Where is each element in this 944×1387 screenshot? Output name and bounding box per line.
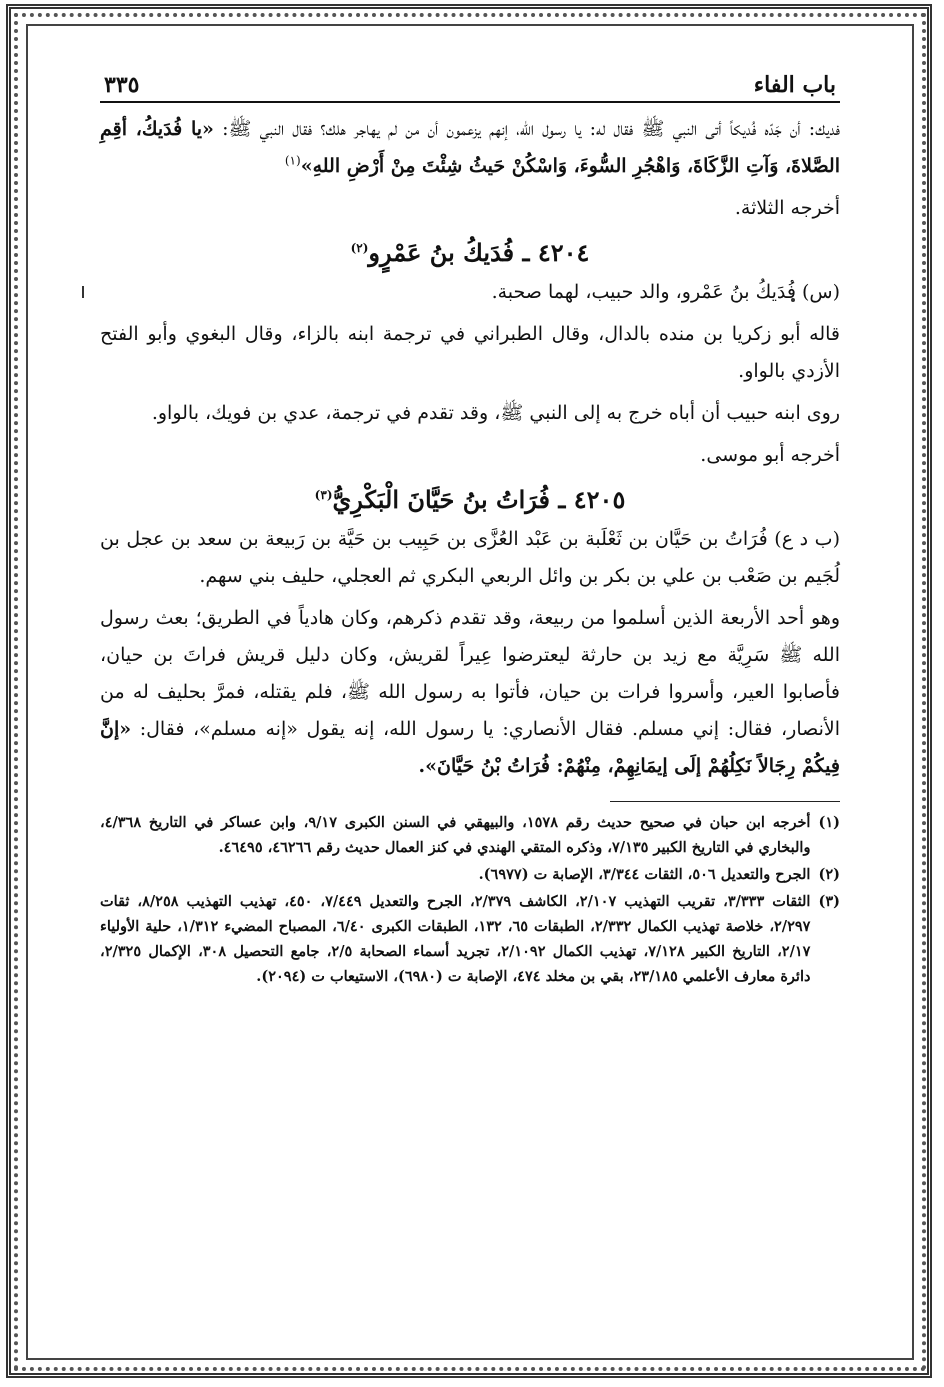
footnote-ref-2[interactable]: (٢) bbox=[350, 241, 369, 255]
paragraph-1-text: فديك: أن جَدّه فُديكاً أتى النبي ﷺ فقال له: يا رسول الله، إنهم يزعمون أن من لم يهاجر هلك؟ فقال النبي ﷺ: bbox=[213, 118, 840, 140]
paragraph-5: روى ابنه حبيب أن أباه خرج به إلى النبي ﷺ، وقد تقدم في ترجمة، عدي بن فويك، بالواو. bbox=[151, 402, 840, 424]
margin-mark bbox=[82, 286, 84, 298]
footnote-ref-3[interactable]: (٣) bbox=[314, 488, 333, 502]
paragraph-2: أخرجه الثلاثة. bbox=[734, 197, 840, 219]
paragraph-8 bbox=[100, 600, 840, 785]
footnote-1 bbox=[100, 810, 840, 860]
page-content bbox=[100, 60, 840, 991]
hadith-quote-1: «يا فُدَيكُ، أقِمِ الصَّلاةَ، وَآتِ الزَّكَاةَ، وَاهْجُرِ السُّوءَ، وَاسْكُنْ حَيثُ شِئْتَ مِنْ أَرْضِ اللهِ» bbox=[100, 118, 840, 177]
entry-heading-4204 bbox=[100, 232, 840, 274]
footnote-divider bbox=[610, 801, 840, 802]
entry-heading-4205-text: ٤٢٠٥ ـ فُرَاتُ بنُ حَيَّانَ الْبَكْرِيُّ bbox=[332, 485, 626, 514]
footnote-ref-1[interactable]: (١) bbox=[284, 153, 301, 168]
paragraph-7: (ب د ع) فُرَاتُ بن حَيَّان بن ثَعْلَبة بن عَبْد العُزَّى بن حَبِيب بن حَيَّة بن رَبيعة بن سعد بن عجل بن لُجَيم بن صَعْب بن علي بن بكر بن وائل الربعي البكري ثم العجلي، حليف بني سهم. bbox=[100, 528, 840, 587]
footnote-3 bbox=[100, 889, 840, 989]
body-text bbox=[100, 111, 840, 785]
page-header bbox=[100, 60, 840, 103]
paragraph-3: (س) فُدَيكُ بنُ عَمْرو، والد حبيب، لهما صحبة. bbox=[491, 281, 840, 303]
entry-heading-4205 bbox=[100, 479, 840, 521]
footnote-2 bbox=[100, 862, 840, 887]
footnote-text: الجرح والتعديل ٥٠٦، الثقات ٣/٣٤٤، الإصابة ت (٦٩٧٧). bbox=[478, 866, 811, 883]
footnote-text: الثقات ٣/٣٣٣، تقريب التهذيب ٢/١٠٧، الكاشف ٢/٣٧٩، الجرح والتعديل ٧/٤٤٩، ٤٥٠، تهذيب التهذيب ٨/٢٥٨، ثقات ٢/٢٩٧، خلاصة تهذيب الكمال ٢/٣٣٢، الطبقات ٦٥، ١٣٢، الطبقات الكبرى ٦/٤٠، المصباح المضيء ١/٣١٢، حلية الأولياء ٢/١٧، التاريخ الكبير ٧/١٢٨، تهذيب الكمال ٢/١٠٩٢، تجريد أسماء الصحابة ٢/٥، جامع التحصيل ٣٠٨، الإكمال ٢/٣٢٥، دائرة معارف الأعلمي ٢٣/١٨٥، بقي بن مخلد ٤٧٤، الإصابة ت (٦٩٨٠)، الاستيعاب ت (٢٠٩٤). bbox=[100, 893, 811, 985]
footnote-number: (١) bbox=[818, 814, 840, 831]
paragraph-8-text: وهو أحد الأربعة الذين أسلموا من ربيعة، وقد تقدم ذكرهم، وكان هادياً في الطريق؛ بعث رسول الله ﷺ سَرِيَّة مع زيد بن حارثة ليعترضوا عِيراً لقريش، وكان دليل قريش فراتَ بن حيان، فأصابوا العير، وأسروا فرات بن حيان، فأتوا به رسول الله ﷺ، فلم يقتله، فمرَّ بحليف له من الأنصار، فقال: إني مسلم. فقال الأنصاري: يا رسول الله، إنه يقول «إنه مسلم»، فقال: bbox=[100, 607, 840, 740]
footnote-text: أخرجه ابن حبان في صحيح حديث رقم ١٥٧٨، والبيهقي في السنن الكبرى ٩/١٧، وابن عساكر في التاريخ ٤/٣٦٨، والبخاري في التاريخ الكبير ٧/١٣٥، وذكره المتقي الهندي في كنز العمال حديث رقم ٤٦٢٦٦، ٤٦٤٩٥. bbox=[100, 814, 811, 856]
footnotes bbox=[100, 810, 840, 989]
paragraph-6: أخرجه أبو موسى. bbox=[700, 444, 840, 466]
entry-heading-4204-text: ٤٢٠٤ ـ فُدَيكُ بنُ عَمْرٍو bbox=[368, 238, 590, 267]
paragraph-4: قاله أبو زكريا بن منده بالدال، وقال الطبراني في ترجمة ابنه بالزاء، وقال البغوي وأبو الفتح الأزدي بالواو. bbox=[100, 323, 840, 382]
hadith-quote-2: «إنَّ فِيكُمْ رِجَالاً نَكِلُهُمْ إلَى إيمَانِهِمْ، مِنْهُمْ: فُرَاتُ بْنُ حَيَّانَ». bbox=[100, 718, 840, 777]
page-number: ٣٣٥ bbox=[104, 72, 140, 98]
chapter-title: باب الفاء bbox=[753, 72, 836, 98]
paragraph-1 bbox=[100, 111, 840, 185]
footnote-number: (٣) bbox=[818, 893, 840, 910]
footnote-number: (٢) bbox=[818, 866, 840, 883]
